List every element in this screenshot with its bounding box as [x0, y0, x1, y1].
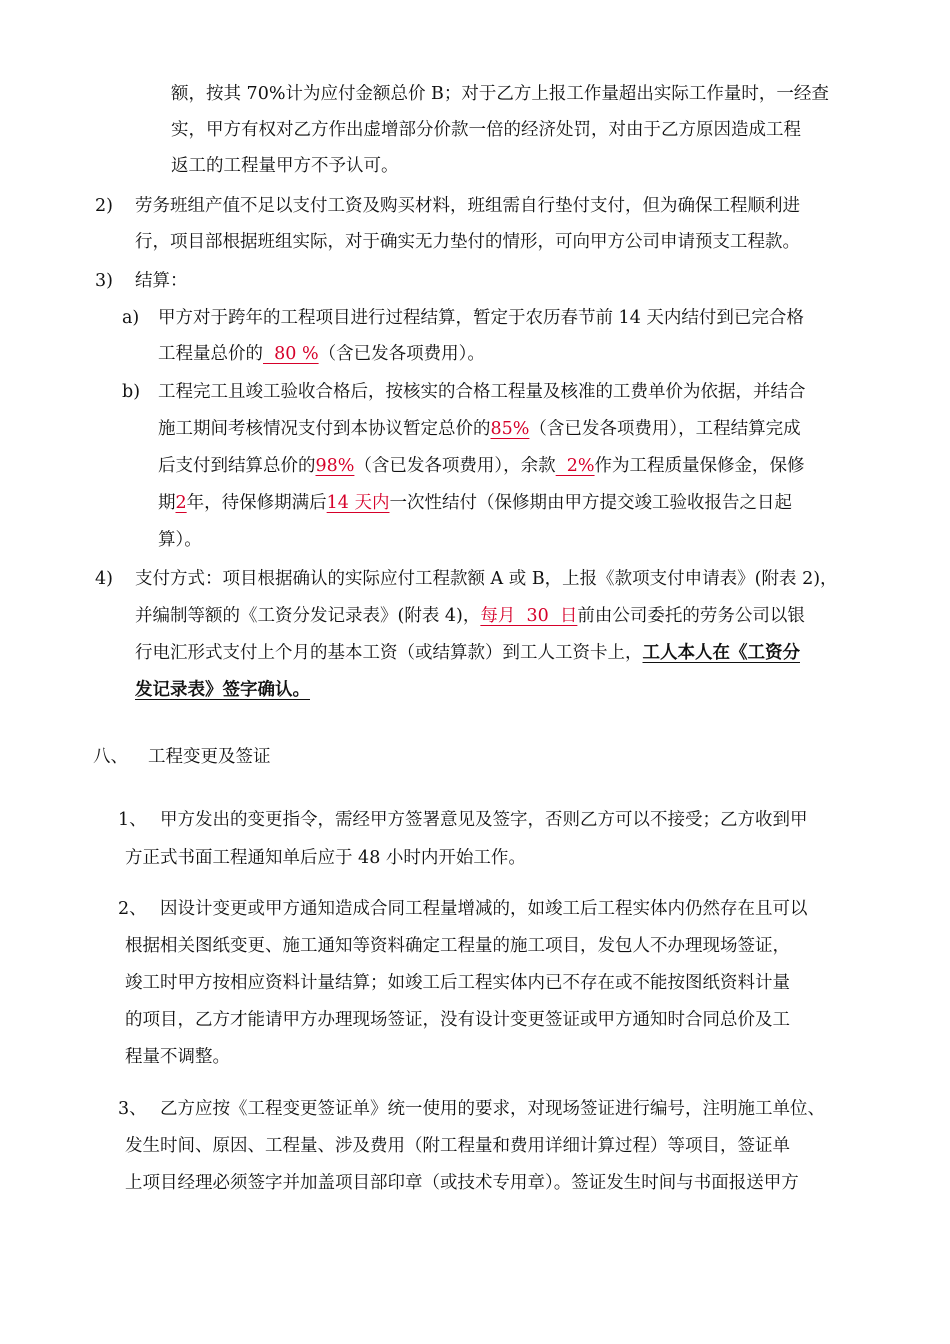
text-line: 甲方对于跨年的工程项目进行过程结算，暂定于农历春节前 14 天内结付到已完合格 — [158, 308, 804, 328]
list-letter: b) — [122, 382, 141, 402]
text-run: （含已发各项费用），工程结算完成 — [529, 419, 801, 439]
text-run: 年，待保修期满后 — [186, 493, 327, 513]
text-line: 算）。 — [158, 530, 202, 550]
text-line — [158, 454, 805, 478]
text-line: 劳务班组产值不足以支付工资及购买材料，班组需自行垫付支付，但为确保工程顺利进 — [135, 196, 800, 216]
section-number: 八、 — [93, 747, 128, 767]
text-run: 后支付到结算总价的 — [158, 456, 316, 476]
text-run: 施工期间考核情况支付到本协议暂定总价的 — [158, 419, 491, 439]
emphasis-text: 发记录表》签字确认。 — [135, 680, 310, 700]
text-run: （含已发各项费用），余款 — [354, 456, 556, 476]
list-number: 3) — [95, 271, 113, 291]
text-line: 结算： — [135, 271, 188, 291]
list-number: 4) — [95, 569, 113, 589]
emphasis-text: 工人本人在《工资分 — [642, 643, 800, 663]
text-run: （含已发各项费用）。 — [318, 344, 485, 364]
text-run: 一次性结付（保修期由甲方提交竣工验收报告之日起 — [389, 493, 792, 513]
text-line: 根据相关图纸变更、施工通知等资料确定工程量的施工项目，发包人不办理现场签证， — [125, 936, 790, 956]
text-line: 的项目，乙方才能请甲方办理现场签证，没有设计变更签证或甲方通知时合同总价及工 — [125, 1010, 790, 1030]
text-line: 上项目经理必须签字并加盖项目部印章（或技术专用章）。签证发生时间与书面报送甲方 — [125, 1173, 799, 1193]
text-line: 返工的工程量甲方不予认可。 — [171, 156, 399, 176]
text-line — [158, 342, 485, 366]
paragraph-number: 3、 — [118, 1099, 147, 1119]
completion-percent: 85% — [490, 419, 530, 439]
text-line: 竣工时甲方按相应资料计量结算；如竣工后工程实体内已不存在或不能按图纸资料计量 — [125, 973, 790, 993]
payment-days: 14 天内 — [326, 493, 390, 513]
text-run: 前由公司委托的劳务公司以银 — [577, 606, 805, 626]
text-line — [158, 417, 801, 441]
section-heading: 工程变更及签证 — [148, 747, 271, 767]
paragraph-number: 2、 — [118, 899, 147, 919]
warranty-years: 2 — [175, 493, 187, 513]
pay-date: 每月 30 日 — [480, 606, 578, 626]
list-number: 2) — [95, 196, 113, 216]
text-line — [158, 491, 792, 515]
text-line: 支付方式：项目根据确认的实际应付工程款额 A 或 B，上报《款项支付申请表》(附表 2)， — [135, 569, 838, 589]
text-run: 工程量总价的 — [158, 344, 263, 364]
text-line: 乙方应按《工程变更签证单》统一使用的要求，对现场签证进行编号，注明施工单位、 — [160, 1099, 825, 1119]
text-run: 并编制等额的《工资分发记录表》(附表 4)， — [135, 606, 481, 626]
text-line: 发生时间、原因、工程量、涉及费用（附工程量和费用详细计算过程）等项目，签证单 — [125, 1136, 790, 1156]
text-line — [135, 641, 800, 665]
text-line: 因设计变更或甲方通知造成合同工程量增减的，如竣工后工程实体内仍然存在且可以 — [160, 899, 808, 919]
text-line: 方正式书面工程通知单后应于 48 小时内开始工作。 — [125, 848, 526, 868]
text-run: 期 — [158, 493, 176, 513]
text-line: 实，甲方有权对乙方作出虚增部分价款一倍的经济处罚，对由于乙方原因造成工程 — [171, 120, 801, 140]
text-line: 工程完工且竣工验收合格后，按核实的合格工程量及核准的工费单价为依据，并结合 — [158, 382, 806, 402]
text-run: 作为工程质量保修金，保修 — [594, 456, 805, 476]
text-line — [135, 604, 805, 628]
paragraph-number: 1、 — [118, 810, 147, 830]
final-percent: 98% — [315, 456, 355, 476]
list-letter: a) — [122, 308, 140, 328]
text-line: 甲方发出的变更指令，需经甲方签署意见及签字，否则乙方可以不接受；乙方收到甲 — [160, 810, 808, 830]
text-line: 行，项目部根据班组实际，对于确实无力垫付的情形，可向甲方公司申请预支工程款。 — [135, 232, 800, 252]
text-line: 额，按其 70%计为应付金额总价 B；对于乙方上报工作量超出实际工作量时，一经查 — [171, 84, 829, 104]
retention-percent: 2% — [555, 456, 595, 476]
text-run: 行电汇形式支付上个月的基本工资（或结算款）到工人工资卡上， — [135, 643, 643, 663]
text-line: 程量不调整。 — [125, 1047, 230, 1067]
settlement-percent: 80 % — [263, 344, 319, 364]
